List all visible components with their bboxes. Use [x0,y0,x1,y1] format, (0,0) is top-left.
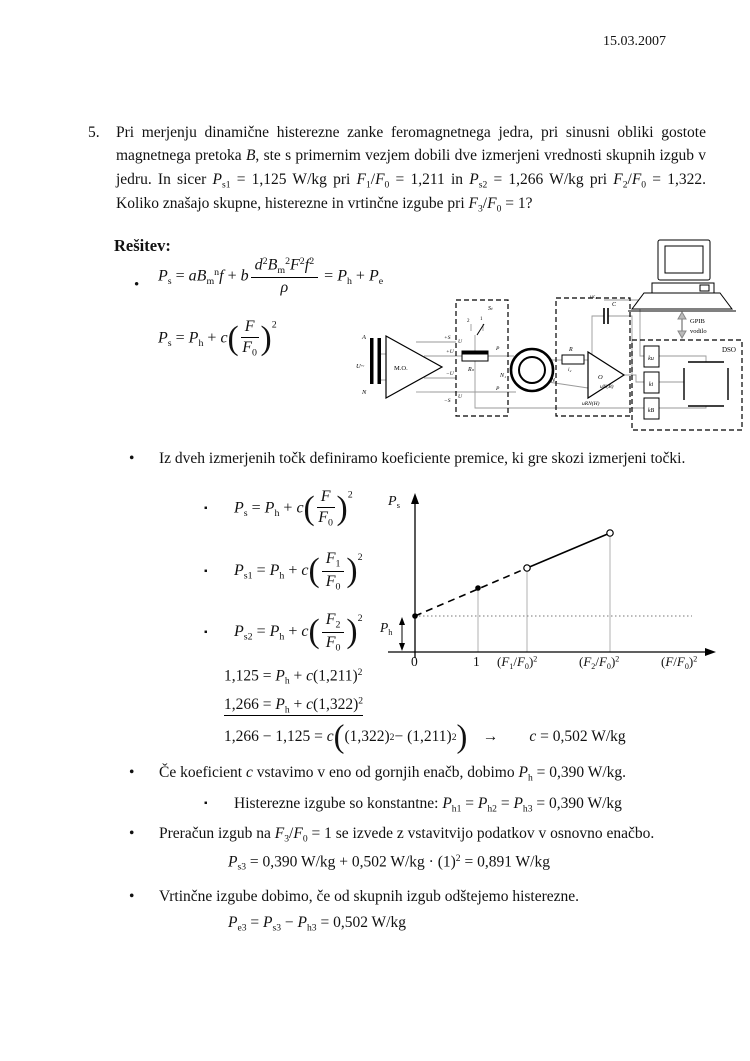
bullet-marker: • [129,450,135,467]
ph-label: $P_h$ [380,620,393,637]
y-axis-label: $P_s$ [388,494,400,511]
guide-lines [478,533,610,652]
gpib-arrow [678,312,686,338]
label-n: N [362,389,367,396]
square-bullet-marker: ▪ [204,798,208,810]
label-gpib: GPIB [690,318,705,325]
bullet-marker: • [129,825,135,842]
equation-point1: $1,125 = P_h + c(1,211)^2$ [224,667,363,687]
bullet-eddy [129,886,709,908]
subequation-ps2 [204,611,363,654]
label-sw2: 2 [467,319,470,324]
label-r: R [569,347,573,353]
line-measured [527,533,610,568]
bullet-eddy-text: Vrtinčne izgube dobimo, če od skupnih izgub odštejemo histerezne. [159,888,580,905]
x-axis-label: $(F/F_0)^2$ [661,654,698,671]
bullet-recalculation [129,823,729,846]
equation-ps-model: $P_s = P_h + c$ ( $\frac{F}{F_0}$ ) $^2$ [158,318,277,359]
tick-0: 0 [411,654,418,669]
label-minus-s: −S [444,398,451,404]
label-o: O [598,374,603,381]
subbullet-hysteresis [204,793,622,816]
dso-screen [684,362,728,406]
bullet-define-line [129,448,707,470]
axes [388,498,706,658]
label-kb: kB [647,408,655,414]
toroid-core [511,349,553,391]
label-p-top: P [496,346,500,352]
tick-f2: $(F_2/F_0)^2$ [579,654,620,671]
measurement-circuit-diagram [356,238,748,436]
label-n2: N₂ [551,378,558,384]
equation-total-losses: $P_s = aB_m^nf + b$ $\frac{d^2B_m^2F^2f^2}{\rho}$ = $P_h + P_e$ [158,256,384,297]
supply-transformer [370,338,381,384]
page-date: 15.03.2007 [603,34,666,49]
bullet-marker: • [129,764,135,781]
equation-point2 [224,696,363,716]
resistor-r [562,355,584,364]
square-bullet-marker: ▪ [204,565,208,577]
bullet-coefficient [129,762,719,785]
label-unb: uN(B) [600,384,614,390]
label-rn: Rₙ [468,367,475,373]
label-dso: DSO [721,346,736,354]
solution-heading: Rešitev: [114,236,171,255]
tick-1: 1 [473,654,480,669]
label-ku: ku [648,356,654,362]
subequation-ps1-math: $P_{s1} = P_h + c$ ( $\frac{F_1}{F_0}$ ) $^2$ [234,550,363,593]
subequation-ps [204,488,353,529]
point-f1 [524,565,530,571]
label-vodilo: vodilo [690,328,707,335]
bullet-define-line-text: Iz dveh izmerjenih točk definiramo koeficiente premice, ki gre skozi izmerjeni točki. [159,450,686,467]
subequation-ps-math: $P_s = P_h + c$ ( $\frac{F}{F_0}$ ) $^2$ [234,488,353,529]
label-u-top: U [458,339,462,345]
subequation-ps2-math: $P_{s2} = P_h + c$ ( $\frac{F_2}{F_0}$ ) $^2$ [234,611,363,654]
bullet-recalculation-text: Preračun izgub na $F_3/F_0 = 1$ se izvede z vstavitvijo podatkov v osnovno enačbo. [159,825,655,845]
label-urnh: uRN(H) [582,401,600,407]
bullet-marker: • [134,277,140,293]
subbullet-hysteresis-text: Histerezne izgube so konstantne: $P_{h1} = P_{h2} = P_{h3} = 0,390$ W/kg [234,795,622,815]
label-sw1: 1 [480,317,483,322]
equation-subtract: 1,266 − 1,125 = c ( (1,322) 2 − (1,211) 2 ) → c = 0,502 W/kg [224,728,626,746]
label-n1: N₁ [500,373,507,379]
subequation-ps1 [204,550,363,593]
equation-ps3: $P_{s3} = 0,390$ W/kg + 0,502 $W/kg \cdot (1)^2 = 0,891$ W/kg [228,853,550,873]
label-p-bot: P [496,386,500,392]
point-f2 [607,530,613,536]
label-ki: ki [648,382,654,388]
computer-icon [628,240,736,311]
label-minus-u: −U [446,371,454,377]
loss-line-graph [380,488,726,694]
y-axis-arrow [411,493,419,504]
label-plus-u: +U [446,349,454,355]
label-mo: M.O. [394,365,408,372]
capacitor-c [604,308,608,324]
equation-point2-math: $1,266 = P_h + c(1,322)^2$ [224,696,364,716]
equation-pe3: $P_{e3} = P_{s3} - P_{h3} = 0,502$ W/kg [228,914,406,934]
square-bullet-marker: ▪ [204,503,208,515]
label-i2: i₂ [568,367,572,373]
label-plus-s: +S [444,335,451,341]
shunt-resistor [462,351,488,361]
label-uv: U~ [356,363,365,370]
x-axis-arrow [705,648,716,656]
label-u-bot: U [458,394,462,400]
label-c: C [612,302,617,308]
problem-statement [88,121,706,217]
tick-f1: $(F_1/F_0)^2$ [497,654,538,671]
opamp-integrator [588,352,624,398]
problem-number: 5. [88,124,100,141]
line-extrapolated [415,568,527,616]
bullet-marker: • [129,888,135,905]
point-intercept [412,613,418,619]
square-bullet-marker: ▪ [204,626,208,638]
circuit-svg [356,238,748,436]
bullet-coefficient-text: Če koeficient c vstavimo v eno od gornjih enačb, dobimo $P_h = 0,390$ W/kg. [159,764,627,784]
point-x1 [475,585,481,591]
label-st: Sₜ [488,306,493,312]
label-uc2: uc₂ [590,294,598,300]
label-a: A [362,334,366,341]
ph-arrow [399,617,405,651]
problem-text: Pri merjenju dinamične histerezne zanke feromagnetnega jedra, pri sinusni obliki gostote magnetnega pretoka B, ste s primernim vezjem dobili dve izmerjeni vrednosti skupnih izgub v jedru. In sicer $P_{s1} = 1,125$ W/kg pri $F_1/F_0 = 1,211$ in $P_{s2} = 1,266$ W/kg pri $F_2/F_0 = 1,322$. Koliko znašajo skupne, histerezne in vrtinčne izgube pri $F_3/F_0 = 1$? [116,124,707,215]
